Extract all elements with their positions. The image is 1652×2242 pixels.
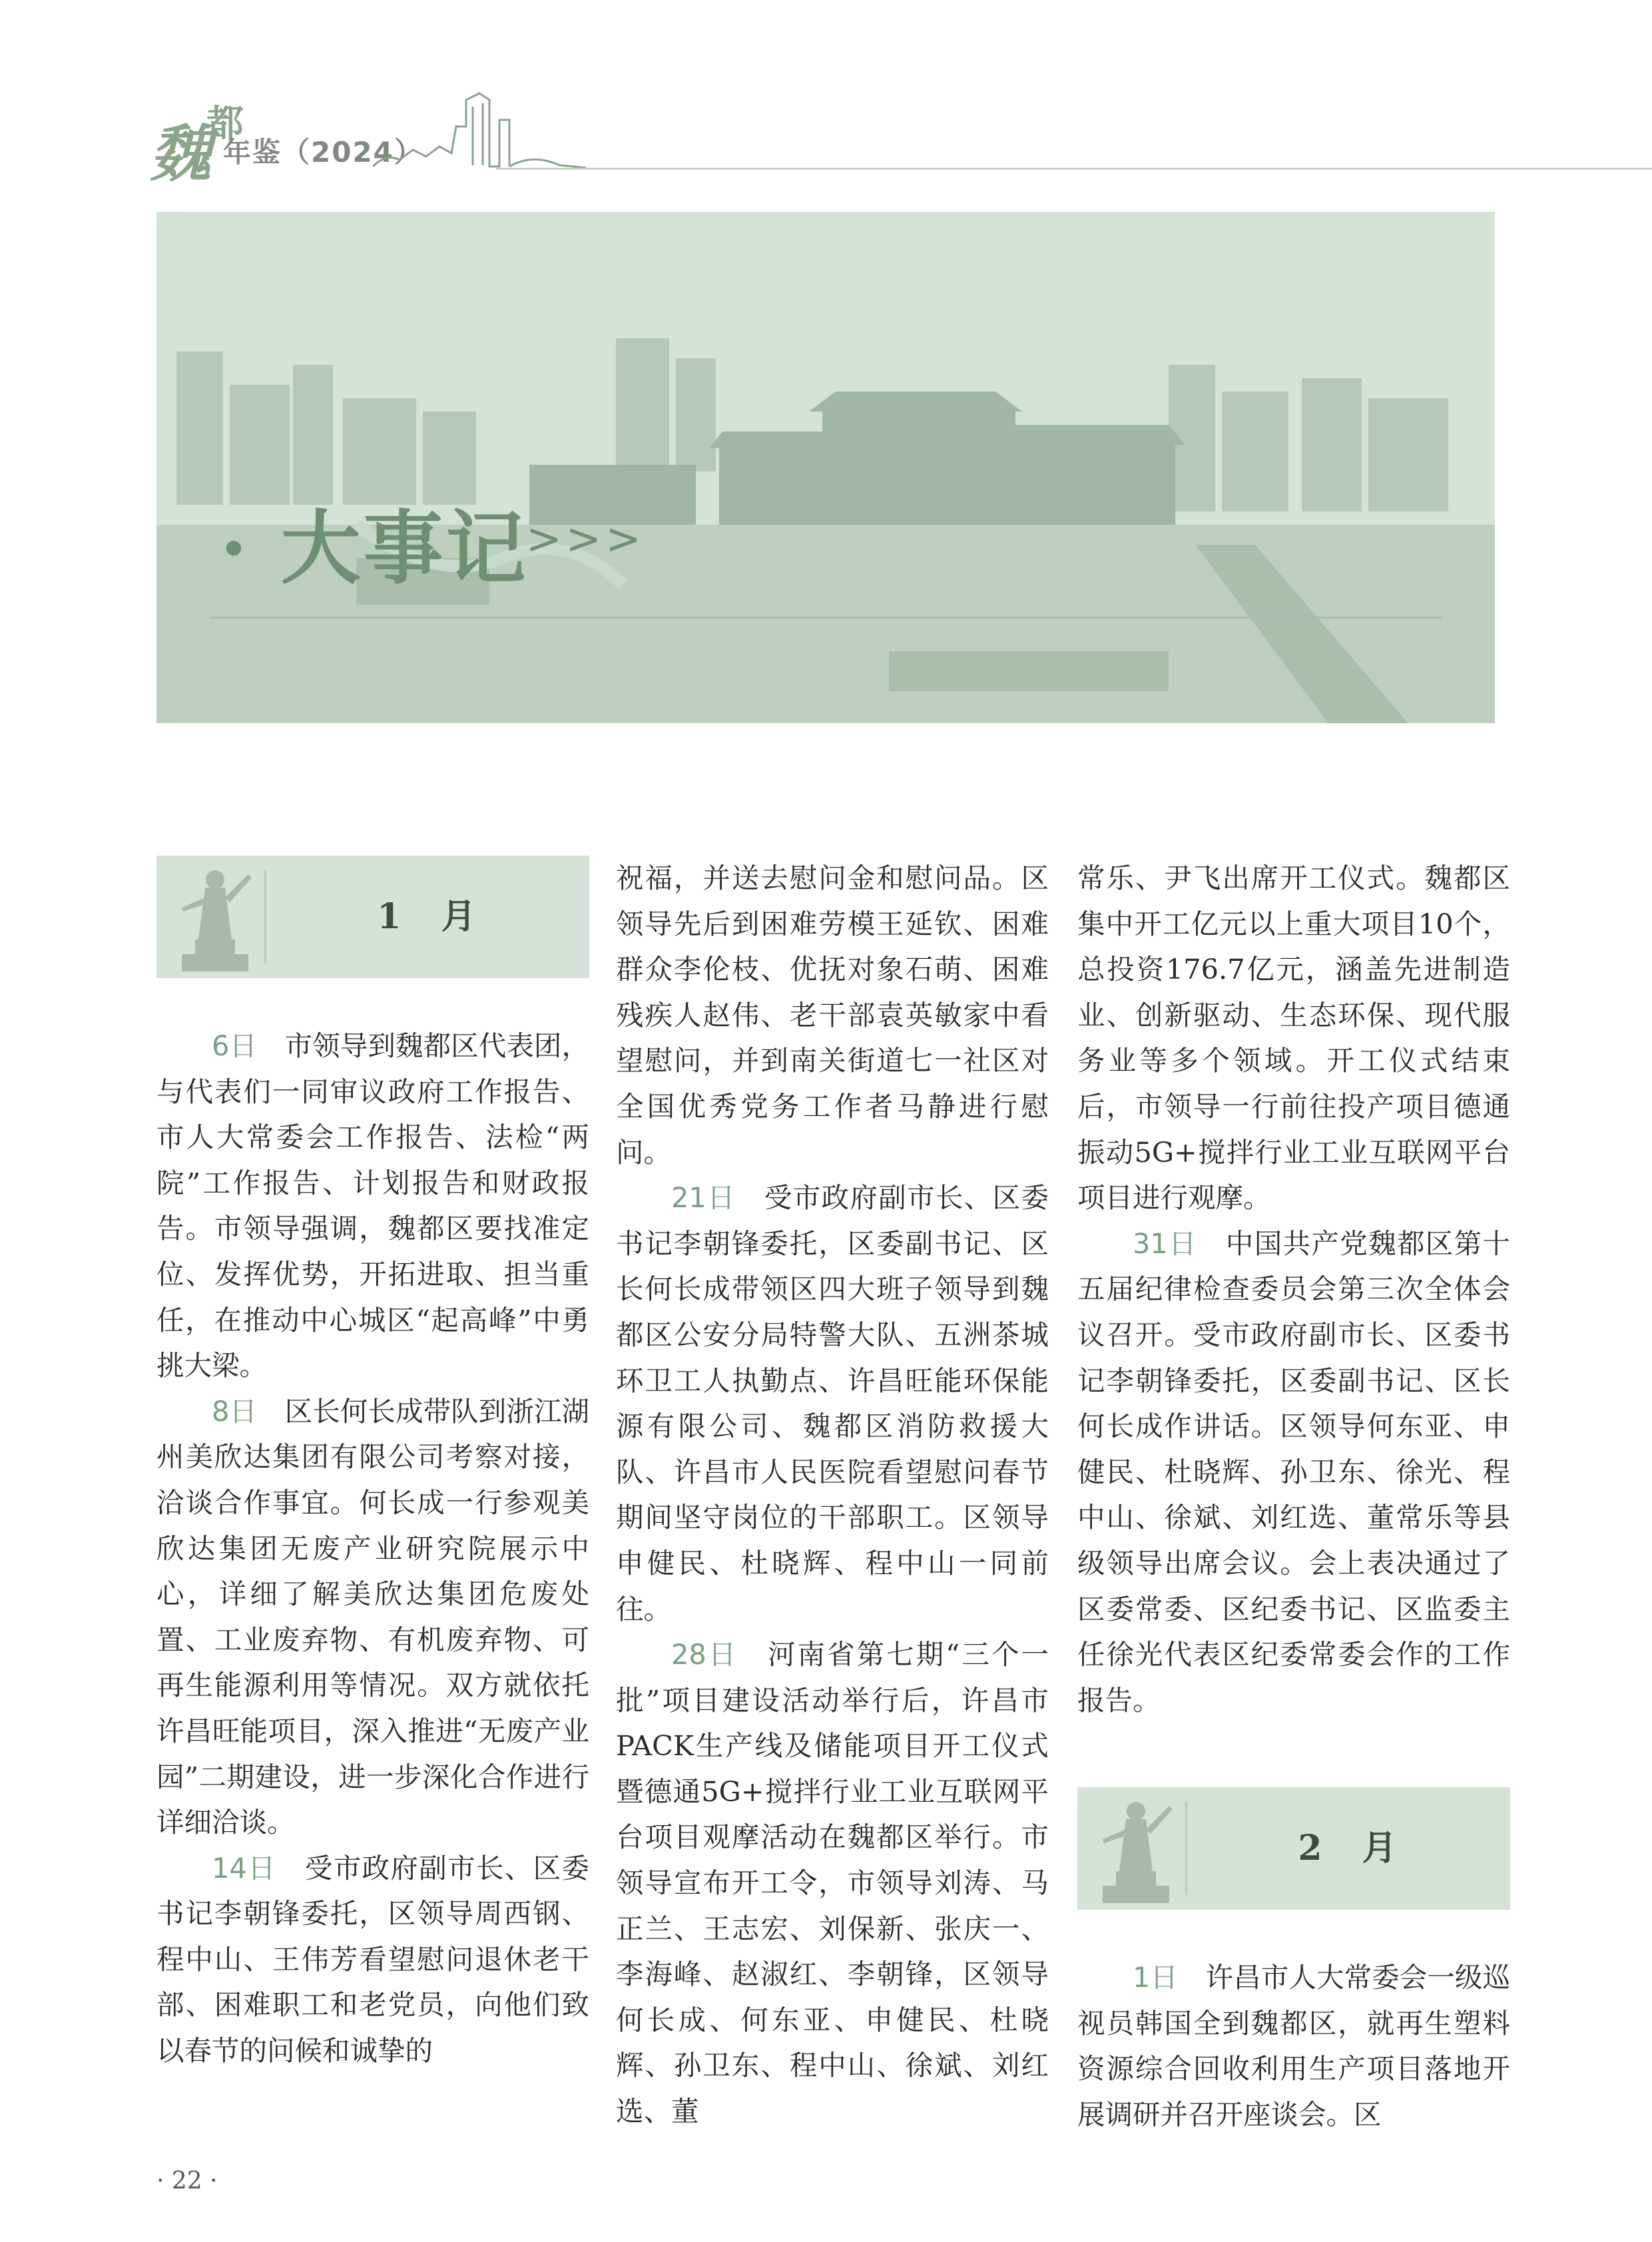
event-continuation: 祝福，并送去慰问金和慰问品。区领导先后到困难劳模王延钦、困难群众李伦枝、优抚对象石萌、困难残疾人赵伟、老干部袁英敏家中看望慰问，并到南关街道七一社区对全国优秀党务工作者马静进行慰问。 (616, 862, 1049, 1169)
text-column-2 (616, 856, 1049, 2135)
month-header-february (1077, 1787, 1510, 1910)
header-rule (496, 168, 1652, 170)
event-date: 6日 (212, 1029, 258, 1062)
event-entry (616, 1175, 1049, 1632)
yearbook-logo-char-2: 都 (206, 102, 244, 146)
event-date: 28日 (671, 1638, 738, 1671)
statue-icon (168, 861, 262, 974)
yearbook-logo-char: 魏 (150, 118, 212, 190)
event-date: 31日 (1133, 1227, 1197, 1260)
event-entry (616, 1632, 1049, 2135)
text-column-3 (1077, 856, 1510, 2138)
event-entry (156, 1023, 589, 1389)
event-entry (156, 1846, 589, 2074)
banner-rule (211, 617, 1443, 619)
event-text: 中国共产党魏都区第十五届纪律检查委员会第三次全体会议召开。受市政府副市长、区委书记李朝锋委托，区委副书记、区长何长成作讲话。区领导何东亚、申健民、杜晓辉、孙卫东、徐光、程中山、徐斌、刘红选、董常乐等县级领导出席会议。会上表决通过了区委常委、区纪委书记、区监委主任徐光代表区纪委常委会作的工作报告。 (1077, 1227, 1510, 1717)
event-entry (156, 1389, 589, 1846)
statue-icon (1089, 1793, 1183, 1906)
event-entry (1077, 1955, 1510, 2137)
chapter-title: · 大事记 (220, 501, 529, 595)
event-date: 8日 (212, 1394, 258, 1428)
event-date: 21日 (671, 1181, 736, 1215)
event-text: 河南省第七期“三个一批”项目建设活动举行后，许昌市PACK生产线及储能项目开工仪式暨德通5G+搅拌行业工业互联网平台项目观摩活动在魏都区举行。市领导宣布开工令，市领导刘涛、马正兰、王志宏、刘保新、张庆一、李海峰、赵淑红、李朝锋，区领导何长成、何东亚、申健民、杜晓辉、孙卫东、程中山、徐斌、刘红选、董 (616, 1638, 1049, 2128)
city-photo-background (156, 212, 1495, 723)
event-text: 受市政府副市长、区委书记李朝锋委托，区领导周西钢、程中山、王伟芳看望慰问退休老干部、困难职工和老党员，向他们致以春节的问候和诚挚的 (156, 1851, 589, 2068)
month-label-february: 2 月 (1298, 1828, 1400, 1869)
event-text: 市领导到魏都区代表团，与代表们一同审议政府工作报告、市人大常委会工作报告、法检“两院”工作报告、计划报告和财政报告。市领导强调，魏都区要找准定位、发挥优势，开拓进取、担当重任，在推动中心城区“起高峰”中勇挑大梁。 (156, 1029, 589, 1382)
page-number: · 22 · (156, 2167, 218, 2195)
text-column-1 (156, 856, 589, 2074)
month-label-january: 1 月 (377, 896, 479, 937)
chapter-banner (156, 212, 1495, 723)
section-gap (1077, 1723, 1510, 1787)
event-date: 1日 (1133, 1961, 1179, 1994)
event-entry (1077, 1221, 1510, 1724)
month-header-january (156, 856, 589, 978)
event-continuation: 常乐、尹飞出席开工仪式。魏都区集中开工亿元以上重大项目10个，总投资176.7亿元，涵盖先进制造业、创新驱动、生态环保、现代服务业等多个领域。开工仪式结束后，市领导一行前往投产项目德通振动5G+搅拌行业工业互联网平台项目进行观摩。 (1077, 862, 1510, 1215)
event-text: 区长何长成带队到浙江湖州美欣达集团有限公司考察对接，洽谈合作事宜。何长成一行参观美欣达集团无废产业研究院展示中心，详细了解美欣达集团危废处置、工业废弃物、有机废弃物、可再生能源利用等情况。双方就依托许昌旺能项目，深入推进“无废产业园”二期建设，进一步深化合作进行详细洽谈。 (156, 1394, 589, 1839)
yearbook-title: 年鉴（2024） (223, 136, 423, 168)
event-date: 14日 (212, 1851, 276, 1884)
page-header (0, 0, 1652, 190)
event-text: 许昌市人大常委会一级巡视员韩国全到魏都区，就再生塑料资源综合回收利用生产项目落地开展调研并召开座谈会。区 (1077, 1961, 1510, 2131)
chapter-arrows-icon: >>> (526, 515, 645, 564)
event-text: 受市政府副市长、区委书记李朝锋委托，区委副书记、区长何长成带领区四大班子领导到魏都区公安分局特警大队、五洲茶城环卫工人执勤点、许昌旺能环保能源有限公司、魏都区消防救援大队、许昌市人民医院看望慰问春节期间坚守岗位的干部职工。区领导申健民、杜晓辉、程中山一同前往。 (616, 1181, 1049, 1625)
skyline-logo-icon (373, 87, 586, 176)
